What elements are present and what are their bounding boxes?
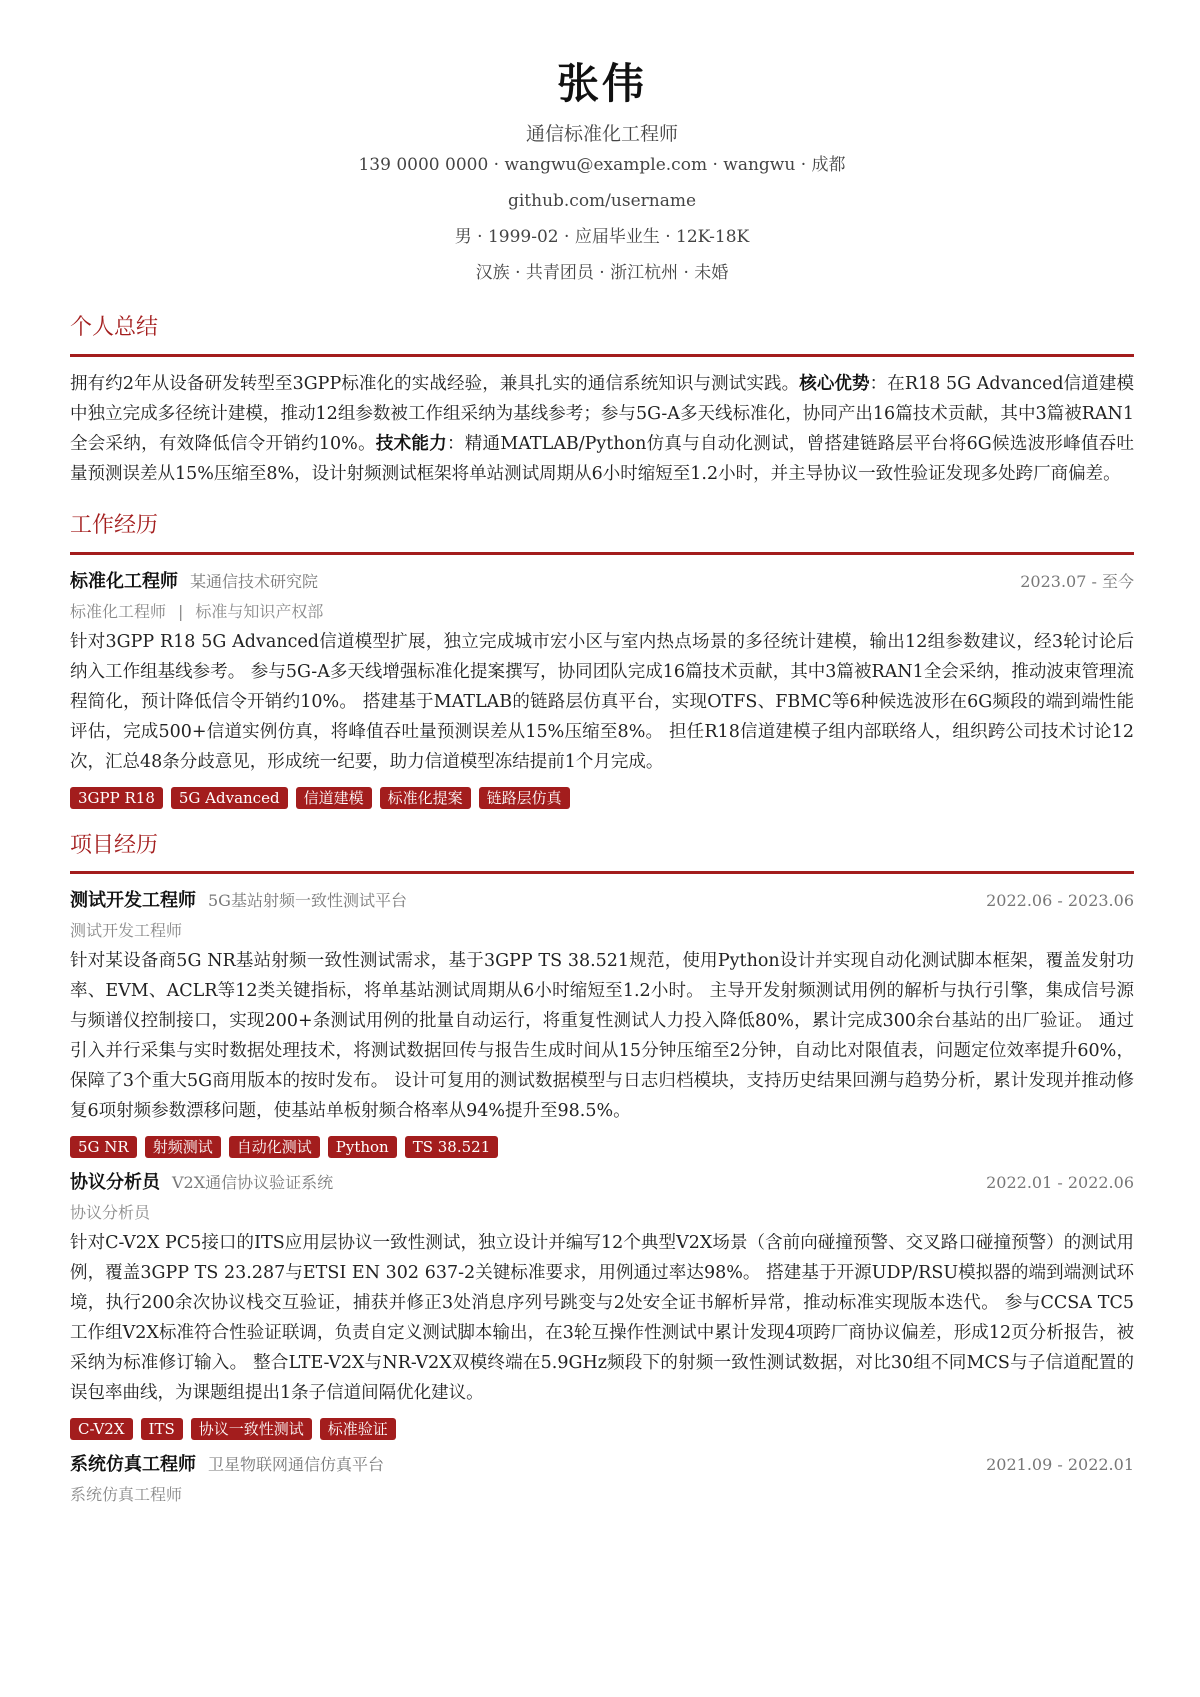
entry-subtitle: 协议分析员 xyxy=(70,1203,151,1223)
skill-tag: 信道建模 xyxy=(296,787,372,809)
skill-tag: 链路层仿真 xyxy=(479,787,570,809)
summary-part-2: ：在R18 5G Advanced信道建模中独立完成多径统计建模，推动12组参数被工作组采纳为基线参考；参与5G-A多天线标准化，协同产出16篇技术贡献，其中3篇被RAN1全会采纳，有效降低信令开销约10%。 xyxy=(70,373,1135,454)
contact-line-phone-email: 139 0000 0000 · wangwu@example.com · wangwu · 成都 xyxy=(358,155,846,176)
skill-tag: 5G Advanced xyxy=(171,787,288,809)
entry-sub-separator: | xyxy=(178,601,184,621)
skill-tag: 标准验证 xyxy=(320,1418,396,1440)
entry-subtitle: 测试开发工程师 xyxy=(70,921,183,941)
tag-list xyxy=(70,787,1134,809)
contact-line-github: github.com/username xyxy=(507,191,697,212)
summary-section xyxy=(70,313,1134,489)
entry-header xyxy=(70,1450,1134,1480)
skill-tag: 5G NR xyxy=(70,1136,137,1158)
skill-tag: 标准化提案 xyxy=(380,787,471,809)
section-title-work: 工作经历 xyxy=(70,512,159,538)
entry-description: 针对3GPP R18 5G Advanced信道模型扩展，独立完成城市宏小区与室内热点场景的多径统计建模，输出12组参数建议，经3轮讨论后纳入工作组基线参考。 参与5G-A多天线增强标准化提案撰写，协同团队完成16篇技术贡献，其中3篇被RAN1全会采纳，推动波束管理流程简化，预计降低信令开销约10%。 搭建基于MATLAB的链路层仿真平台，实现OTFS、FBMC等6种候选波形在6G频段的端到端性能评估，完成500+信道实例仿真，将峰值吞吐量预测误差从15%压缩至8%。 担任R18信道建模子组内部联络人，组织跨公司技术讨论12次，汇总48条分歧意见，形成统一纪要，助力信道模型冻结提前1个月完成。 xyxy=(70,631,1134,772)
summary-bold-skills: 技术能力 xyxy=(375,433,447,454)
entry-description: 针对某设备商5G NR基站射频一致性测试需求，基于3GPP TS 38.521规范，使用Python设计并实现自动化测试脚本框架，覆盖发射功率、EVM、ACLR等12类关键指标，将单基站测试周期从6小时缩短至1.2小时。 主导开发射频测试用例的解析与执行引擎，集成信号源与频谱仪控制接口，实现200+条测试用例的批量自动运行，将重复性测试人力投入降低80%，累计完成300余台基站的出厂验证。 通过引入并行采集与实时数据处理技术，将测试数据回传与报告生成时间从15分钟压缩至2分钟，自动比对限值表，问题定位效率提升60%，保障了3个重大5G商用版本的按时发布。 设计可复用的测试数据模型与日志归档模块，支持历史结果回溯与趋势分析，累计发现并推动修复6项射频参数漂移问题，使基站单板射频合格率从94%提升至98.5%。 xyxy=(70,951,1134,1122)
entry-role: 测试开发工程师 xyxy=(70,890,196,912)
entry-sub-role: 标准化工程师 xyxy=(70,601,167,621)
entry-project-name: V2X通信协议验证系统 xyxy=(172,1173,334,1193)
section-title-summary: 个人总结 xyxy=(70,315,159,341)
entry-project-name: 卫星物联网通信仿真平台 xyxy=(208,1455,385,1475)
entry-description: 针对C-V2X PC5接口的ITS应用层协议一致性测试，独立设计并编写12个典型V2X场景（含前向碰撞预警、交叉路口碰撞预警）的测试用例，覆盖3GPP TS 23.287与ETSI EN 302 637-2关键标准要求，用例通过率达98%。 搭建基于开源UDP/RSU模拟器的端到端测试环境，执行200余次协议栈交互验证，捕获并修正3处消息序列号跳变与2处安全证书解析异常，推动标准实现版本迭代。 参与CCSA TC5工作组V2X标准符合性验证联调，负责自定义测试脚本输出，在3轮互操作性测试中累计发现4项跨厂商协议偏差，形成12页分析报告，被采纳为标准修订输入。 整合LTE-V2X与NR-V2X双模终端在5.9GHz频段下的射频一致性测试数据，对比30组不同MCS与子信道配置的误包率曲线，为课题组提出1条子信道间隔优化建议。 xyxy=(70,1233,1134,1404)
contact-line-personal: 男 · 1999-02 · 应届毕业生 · 12K-18K xyxy=(454,227,750,248)
entry-role: 系统仿真工程师 xyxy=(70,1454,196,1476)
work-entry xyxy=(70,567,1134,809)
skill-tag: 自动化测试 xyxy=(229,1136,320,1158)
entry-subtitle: 系统仿真工程师 xyxy=(70,1485,183,1505)
tag-list xyxy=(70,1418,1134,1440)
entry-organization: 某通信技术研究院 xyxy=(190,571,319,591)
entry-date: 2022.06 - 2023.06 xyxy=(986,891,1134,911)
skill-tag: 射频测试 xyxy=(145,1136,221,1158)
section-title-projects: 项目经历 xyxy=(70,832,159,858)
skill-tag: ITS xyxy=(141,1418,183,1440)
entry-header xyxy=(70,886,1134,916)
summary-part-3: ：精通MATLAB/Python仿真与自动化测试，曾搭建链路层平台将6G候选波形峰值吞吐量预测误差从15%压缩至8%，设计射频测试框架将单站测试周期从6小时缩短至1.2小时，并主导协议一致性验证发现多处跨厂商偏差。 xyxy=(70,433,1135,484)
work-section xyxy=(70,511,1134,809)
skill-tag: 协议一致性测试 xyxy=(191,1418,312,1440)
entry-project-name: 5G基站射频一致性测试平台 xyxy=(208,891,407,911)
entry-role: 协议分析员 xyxy=(70,1172,160,1194)
contact-line-background: 汉族 · 共青团员 · 浙江杭州 · 未婚 xyxy=(475,263,729,284)
entry-date: 2023.07 - 至今 xyxy=(1020,571,1134,591)
skill-tag: TS 38.521 xyxy=(405,1136,499,1158)
resume-header xyxy=(70,58,1134,291)
project-entry xyxy=(70,886,1134,1158)
skill-tag: C-V2X xyxy=(70,1418,133,1440)
entry-subtitle xyxy=(70,597,1134,627)
tag-list xyxy=(70,1136,1134,1158)
candidate-name: 张伟 xyxy=(556,59,647,108)
entry-header xyxy=(70,1168,1134,1198)
projects-section xyxy=(70,831,1134,1511)
project-entry xyxy=(70,1450,1134,1510)
entry-date: 2021.09 - 2022.01 xyxy=(986,1455,1134,1475)
skill-tag: 3GPP R18 xyxy=(70,787,163,809)
entry-date: 2022.01 - 2022.06 xyxy=(986,1173,1134,1193)
summary-part-1: 拥有约2年从设备研发转型至3GPP标准化的实战经验，兼具扎实的通信系统知识与测试实践。 xyxy=(70,373,800,394)
section-divider xyxy=(70,552,1134,555)
entry-sub-department: 标准与知识产权部 xyxy=(195,601,324,621)
skill-tag: Python xyxy=(328,1136,397,1158)
project-entry xyxy=(70,1168,1134,1440)
section-divider xyxy=(70,871,1134,874)
entry-header xyxy=(70,567,1134,597)
section-divider xyxy=(70,354,1134,357)
resume-content xyxy=(70,0,1134,1510)
summary-text xyxy=(70,369,1134,489)
entry-role: 标准化工程师 xyxy=(70,570,178,592)
candidate-title: 通信标准化工程师 xyxy=(525,122,678,145)
summary-bold-core: 核心优势 xyxy=(799,373,870,394)
